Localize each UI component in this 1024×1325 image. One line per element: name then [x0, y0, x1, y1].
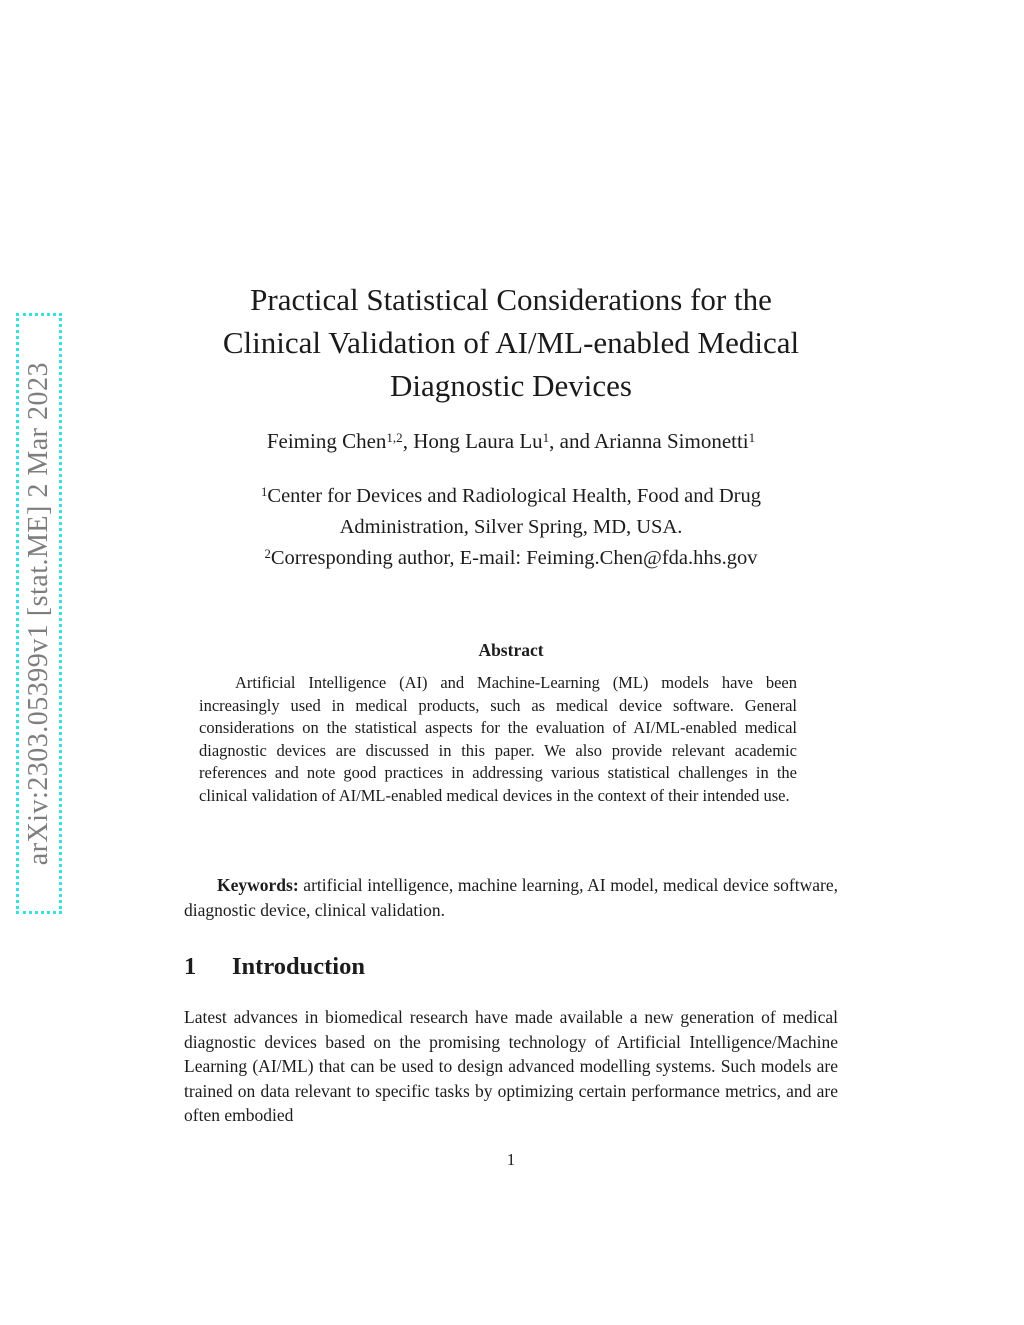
affiliation-marker: 1: [261, 485, 268, 500]
arxiv-identifier-text: arXiv:2303.05399v1 [stat.ME] 2 Mar 2023: [23, 361, 54, 866]
author-affiliation-marker: 1: [748, 430, 756, 446]
author-affiliation-marker: 1: [542, 430, 550, 446]
author-name: Feiming Chen: [266, 429, 387, 453]
keywords-paragraph: [184, 873, 838, 923]
abstract-body: Artificial Intelligence (AI) and Machine-Learning (ML) models have been increasingly used in medical products, such as medical device software. General considerations on the statistical aspects for the evaluation of AI/ML-enabled medical diagnostic devices are discussed in this paper. We also provide relevant academic references and note good practices in addressing various statistical challenges in the clinical validation of AI/ML-enabled medical devices in the context of their intended use.: [199, 673, 797, 805]
author-name: , and Arianna Simonetti: [549, 429, 749, 453]
abstract-heading: Abstract: [478, 640, 544, 660]
paper-title-line-1: Practical Statistical Considerations for the: [250, 282, 772, 317]
page-number: 1: [506, 1150, 516, 1169]
affiliation-1: [195, 481, 827, 543]
paper-title-line-2: Clinical Validation of AI/ML-enabled Medical: [222, 325, 800, 360]
author-affiliation-marker: 1,2: [386, 430, 403, 446]
keywords-text: artificial intelligence, machine learning, AI model, medical device software, diagnostic device, clinical validation.: [184, 875, 838, 920]
affiliation-text: Center for Devices and Radiological Health, Food and Drug Administration, Silver Spring, MD, USA.: [267, 485, 761, 538]
affiliation-2-corresponding-author: [184, 543, 838, 574]
author-name: , Hong Laura Lu: [402, 429, 543, 453]
corresponding-author-email-line: Corresponding author, E-mail: Feiming.Chen@fda.hhs.gov: [270, 547, 758, 569]
affiliation-marker: 2: [264, 547, 271, 562]
affiliations-block: [184, 481, 838, 574]
keywords-label: Keywords:: [217, 875, 299, 895]
section-heading-introduction: [184, 953, 838, 981]
arxiv-watermark-box: [16, 313, 62, 914]
paper-title: [184, 278, 838, 407]
introduction-paragraph: Latest advances in biomedical research have made available a new generation of medical diagnostic devices based on the promising technology of Artificial Intelligence/Machine Learning (AI/ML) that can be used to design advanced modelling systems. Such models are trained on data relevant to specific tasks by optimizing certain performance metrics, and are often embodied: [184, 1007, 838, 1126]
paper-title-line-3: Diagnostic Devices: [390, 368, 632, 403]
section-number: 1: [184, 953, 197, 980]
authors-line: [184, 429, 838, 454]
section-title: Introduction: [232, 953, 365, 980]
